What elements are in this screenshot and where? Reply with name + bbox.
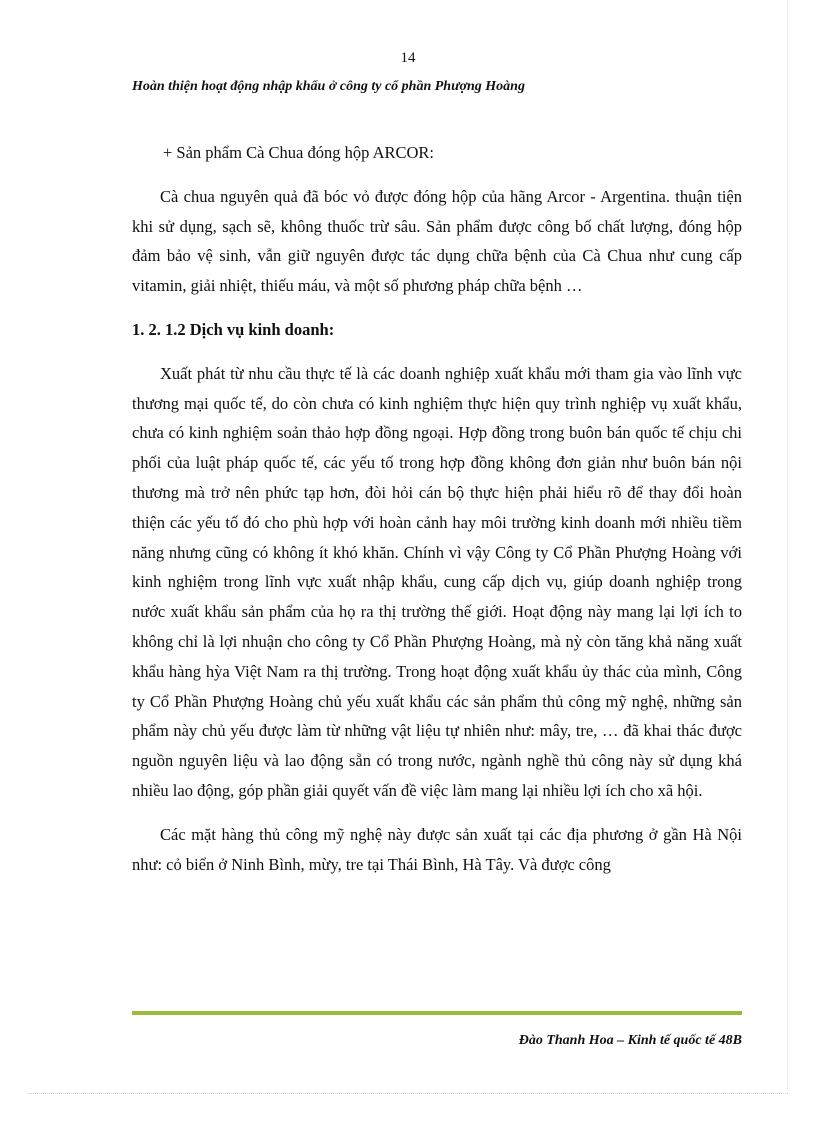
footer-author: Đào Thanh Hoa – Kinh tế quốc tế 48B <box>518 1033 742 1048</box>
document-body <box>132 138 742 879</box>
page-number: 14 <box>400 50 416 66</box>
paragraph-handicraft-products: Các mặt hàng thủ công mỹ nghệ này được sản xuất tại các địa phương ở gần Hà Nội như: cỏ biển ở Ninh Bình, mừy, tre tại Thái Bình, Hà Tây. Và được công <box>132 824 742 874</box>
page-edge-right <box>787 0 788 1093</box>
section-heading: 1. 2. 1.2 Dịch vụ kinh doanh: <box>132 319 335 339</box>
footer-rule <box>132 1011 742 1015</box>
product-heading: + Sản phẩm Cà Chua đóng hộp ARCOR: <box>163 143 435 162</box>
paragraph-tomato-product: Cà chua nguyên quả đã bóc vỏ được đóng hộp của hãng Arcor - Argentina. thuận tiện khi sử dụng, sạch sẽ, không thuốc trừ sâu. Sản phẩm được công bố chất lượng, đóng hộp đảm bảo vệ sinh, vẫn giữ nguyên được tác dụng chữa bệnh của Cà Chua như cung cấp vitamin, giải nhiệt, thiếu máu, và một số phương pháp chữa bệnh … <box>132 186 742 296</box>
paragraph-business-services: Xuất phát từ nhu cầu thực tế là các doanh nghiệp xuất khẩu mới tham gia vào lĩnh vực thương mại quốc tế, do còn chưa có kinh nghiệm thực hiện quy trình nghiệp vụ xuất khẩu, chưa có kinh nghiệm soản thảo hợp đồng ngoại. Hợp đồng trong buôn bán quốc tế chịu chi phối của luật pháp quốc tế, các yếu tố trong hợp đồng không đơn giản như buôn bán nội thương mà trở nên phức tạp hơn, đòi hỏi cán bộ thực hiện phải hiểu rõ để thay đổi hoàn thiện các yếu tố đó cho phù hợp với hoàn cảnh hay môi trường kinh doanh mới nhiều tiềm năng nhưng cũng có không ít khó khăn. Chính vì vậy Công ty Cổ Phần Phượng Hoàng với kinh nghiệm trong lĩnh vực xuất nhập khẩu, cung cấp dịch vụ, giúp doanh nghiệp trong nước xuất khẩu sản phẩm của họ ra thị trường thế giới. Hoạt động này mang lại lợi ích to không chỉ là lợi nhuận cho công ty Cổ Phần Phượng Hoàng, mà nỳ còn tăng khả năng xuất khẩu hàng hỳa Việt Nam ra thị trường. Trong hoạt động xuất khẩu ủy thác của mình, Công ty Cổ Phần Phượng Hoàng chủ yếu xuất khẩu các sản phẩm thủ công mỹ nghệ, những sản phẩm này chủ yếu được làm từ những vật liệu tự nhiên như: mây, tre, … đã khai thác được nguồn nguyên liệu và lao động sẵn có trong nước, ngành nghề thủ công này sử dụng khá nhiều lao động, góp phần giải quyết vấn đề việc làm mang lại nhiều lợi ích cho xã hội. <box>132 363 742 800</box>
running-header: Hoàn thiện hoạt động nhập khẩu ở công ty cổ phần Phượng Hoàng <box>132 79 525 94</box>
page-edge-bottom <box>28 1093 788 1094</box>
